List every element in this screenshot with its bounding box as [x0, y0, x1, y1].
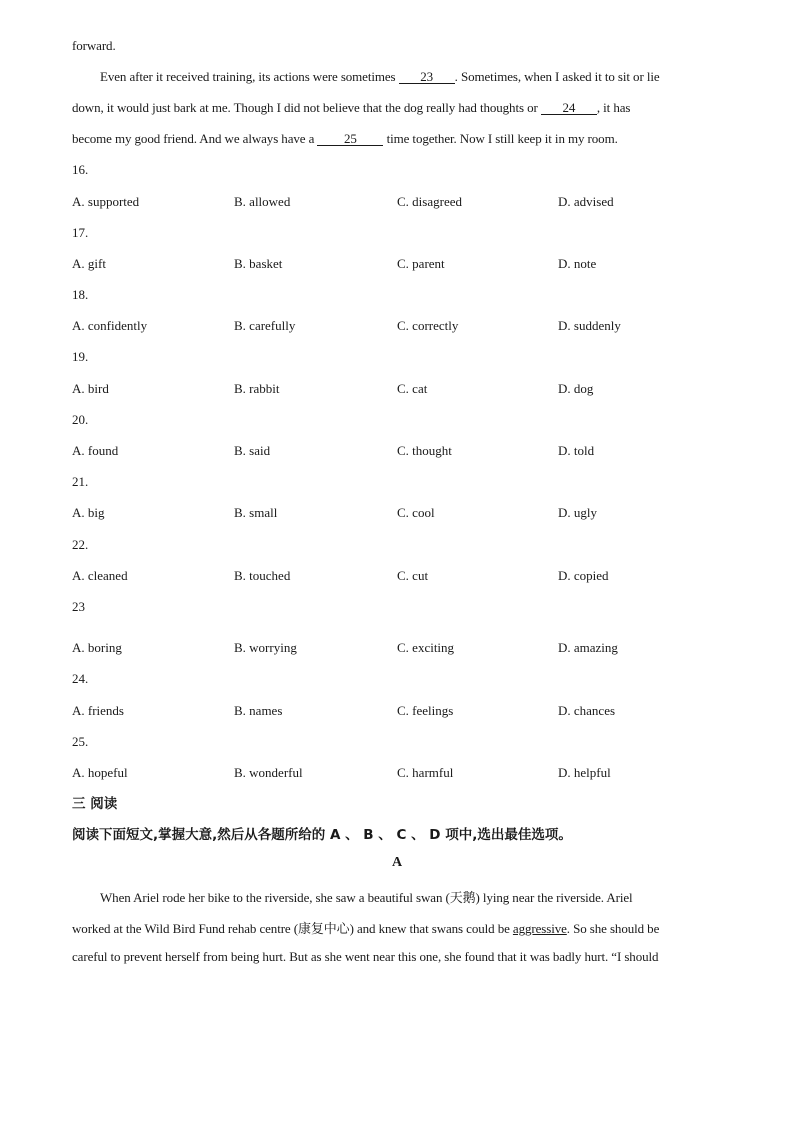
option-a: A. bird	[72, 381, 109, 396]
option-d: D. amazing	[558, 640, 618, 655]
passage-text: down, it would just bark at me. Though I did not believe that the dog really had thoughts or	[72, 100, 541, 115]
option-a: A. found	[72, 443, 119, 458]
option-d: D. dog	[558, 381, 594, 396]
passage-text: , it has	[596, 100, 631, 115]
option-c: C. exciting	[397, 640, 455, 655]
option-b: B. names	[234, 703, 283, 718]
question-number: 21.	[72, 474, 89, 489]
passage-line: forward.	[72, 38, 116, 53]
option-b: B. rabbit	[234, 381, 280, 396]
option-a: A. cleaned	[72, 568, 128, 583]
blank-25: 25	[317, 133, 383, 146]
option-d: D. told	[558, 443, 595, 458]
passage-label: A	[391, 855, 403, 870]
option-b: B. allowed	[234, 194, 291, 209]
question-number: 19.	[72, 349, 89, 364]
option-b: B. worrying	[234, 640, 297, 655]
question-number: 22.	[72, 537, 89, 552]
question-number: 18.	[72, 287, 89, 302]
option-d: D. suddenly	[558, 318, 621, 333]
passage-line	[72, 131, 618, 147]
option-c: C. correctly	[397, 318, 459, 333]
passage-text: . Sometimes, when I asked it to sit or lie	[454, 69, 660, 84]
blank-23: 23	[399, 71, 455, 84]
section-instruction: 阅读下面短文,掌握大意,然后从各题所给的 A 、 B 、 C 、 D 项中,选出最佳选项。	[72, 827, 572, 843]
option-b: B. carefully	[234, 318, 296, 333]
question-number: 24.	[72, 671, 89, 686]
option-d: D. chances	[558, 703, 616, 718]
question-number: 20.	[72, 412, 89, 427]
passage-line: careful to prevent herself from being hurt. But as she went near this one, she found that it was badly hurt. “I should	[72, 949, 659, 964]
option-b: B. small	[234, 505, 278, 520]
option-b: B. wonderful	[234, 765, 303, 780]
option-a: A. confidently	[72, 318, 148, 333]
blank-24: 24	[541, 102, 597, 115]
passage-text: . So she should be	[566, 921, 660, 936]
passage-line	[72, 100, 630, 116]
option-d: D. note	[558, 256, 597, 271]
question-number: 17.	[72, 225, 89, 240]
underlined-word: aggressive	[512, 921, 567, 936]
option-c: C. harmful	[397, 765, 454, 780]
option-a: A. friends	[72, 703, 124, 718]
question-number: 25.	[72, 734, 89, 749]
passage-line: When Ariel rode her bike to the riverside, she saw a beautiful swan (天鹅) lying near the riverside. Ariel	[100, 890, 633, 905]
question-number: 16.	[72, 162, 89, 177]
option-d: D. helpful	[558, 765, 611, 780]
passage-text: become my good friend. And we always have a	[72, 131, 318, 146]
option-a: A. hopeful	[72, 765, 128, 780]
option-d: D. ugly	[558, 505, 597, 520]
option-c: C. cool	[397, 505, 435, 520]
option-c: C. disagreed	[397, 194, 462, 209]
section-heading: 三 阅读	[72, 796, 118, 812]
option-c: C. cut	[397, 568, 429, 583]
option-a: A. boring	[72, 640, 122, 655]
passage-text: Even after it received training, its actions were sometimes	[100, 69, 399, 84]
passage-line	[72, 918, 659, 937]
option-a: A. big	[72, 505, 105, 520]
option-c: C. parent	[397, 256, 445, 271]
option-a: A. supported	[72, 194, 140, 209]
option-a: A. gift	[72, 256, 106, 271]
option-c: C. feelings	[397, 703, 454, 718]
option-b: B. basket	[234, 256, 283, 271]
option-c: C. thought	[397, 443, 452, 458]
passage-text: worked at the Wild Bird Fund rehab centre (康复中心) and knew that swans could be	[72, 921, 513, 936]
option-d: D. advised	[558, 194, 614, 209]
option-b: B. said	[234, 443, 271, 458]
passage-line	[100, 69, 660, 85]
question-number: 23	[72, 599, 85, 614]
passage-text: time together. Now I still keep it in my room.	[383, 131, 618, 146]
option-d: D. copied	[558, 568, 609, 583]
option-c: C. cat	[397, 381, 428, 396]
option-b: B. touched	[234, 568, 291, 583]
